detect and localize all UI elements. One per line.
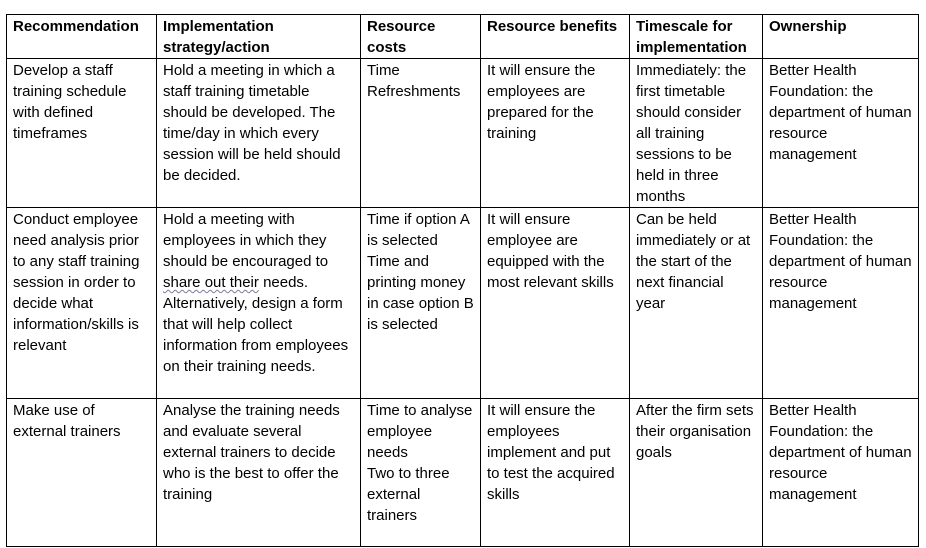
table-header-row bbox=[7, 15, 919, 59]
cell-resource-costs bbox=[361, 399, 481, 547]
header-text: strategy/action bbox=[163, 39, 270, 56]
cell-timescale: After the firm sets their organisation goals bbox=[630, 399, 763, 547]
cell-resource-benefits: It will ensure the employees implement and put to test the acquired skills bbox=[481, 399, 630, 547]
cell-resource-benefits: It will ensure employee are equipped with the most relevant skills bbox=[481, 208, 630, 399]
header-text: Timescale for bbox=[636, 18, 733, 35]
cell-ownership: Better Health Foundation: the department of human resource management bbox=[763, 399, 919, 547]
cost-item: Refreshments bbox=[367, 83, 461, 100]
implementation-text: Hold a meeting with employees in which they should be encouraged to bbox=[163, 211, 329, 270]
header-text: Resource bbox=[367, 18, 436, 35]
header-timescale bbox=[630, 15, 763, 59]
cell-timescale: Can be held immediately or at the start of the next financial year bbox=[630, 208, 763, 399]
table-row bbox=[7, 399, 919, 547]
implementation-text: needs. Alternatively, design a form that will help collect information from employees on their training needs. bbox=[163, 274, 349, 375]
cost-item: Time to analyse employee needs bbox=[367, 402, 473, 461]
table-row bbox=[7, 59, 919, 208]
header-resource-benefits bbox=[481, 15, 630, 59]
table-row bbox=[7, 208, 919, 399]
header-text: Resource bbox=[487, 18, 556, 35]
cell-recommendation: Conduct employee need analysis prior to any staff training session in order to decide what information/skills is relevant bbox=[7, 208, 157, 399]
header-text: implementation bbox=[636, 39, 747, 56]
header-text: benefits bbox=[559, 18, 618, 35]
header-ownership bbox=[763, 15, 919, 59]
cell-timescale: Immediately: the first timetable should consider all training sessions to be held in three months bbox=[630, 59, 763, 208]
cost-item: Time and printing money in case option B is selected bbox=[367, 253, 474, 333]
cell-recommendation: Make use of external trainers bbox=[7, 399, 157, 547]
cell-resource-benefits: It will ensure the employees are prepared for the training bbox=[481, 59, 630, 208]
cell-ownership: Better Health Foundation: the department of human resource management bbox=[763, 59, 919, 208]
recommendations-table bbox=[6, 14, 919, 547]
cell-resource-costs bbox=[361, 59, 481, 208]
cell-ownership: Better Health Foundation: the department of human resource management bbox=[763, 208, 919, 399]
cell-implementation bbox=[157, 208, 361, 399]
cost-item: Two to three external trainers bbox=[367, 465, 450, 524]
cell-resource-costs bbox=[361, 208, 481, 399]
header-text: Recommendation bbox=[13, 18, 139, 35]
cell-implementation: Analyse the training needs and evaluate several external trainers to decide who is the best to offer the training bbox=[157, 399, 361, 547]
cell-recommendation: Develop a staff training schedule with defined timeframes bbox=[7, 59, 157, 208]
header-text: Implementation bbox=[163, 18, 274, 35]
cell-implementation: Hold a meeting in which a staff training timetable should be developed. The time/day in which every session will be held should be decided. bbox=[157, 59, 361, 208]
header-text: costs bbox=[367, 39, 407, 56]
header-recommendation bbox=[7, 15, 157, 59]
cost-item: Time bbox=[367, 62, 400, 79]
cost-item: Time if option A is selected bbox=[367, 211, 469, 249]
header-text: Ownership bbox=[769, 18, 847, 35]
header-resource-costs bbox=[361, 15, 481, 59]
header-implementation bbox=[157, 15, 361, 59]
spellcheck-flagged-text: share out their bbox=[163, 274, 259, 291]
